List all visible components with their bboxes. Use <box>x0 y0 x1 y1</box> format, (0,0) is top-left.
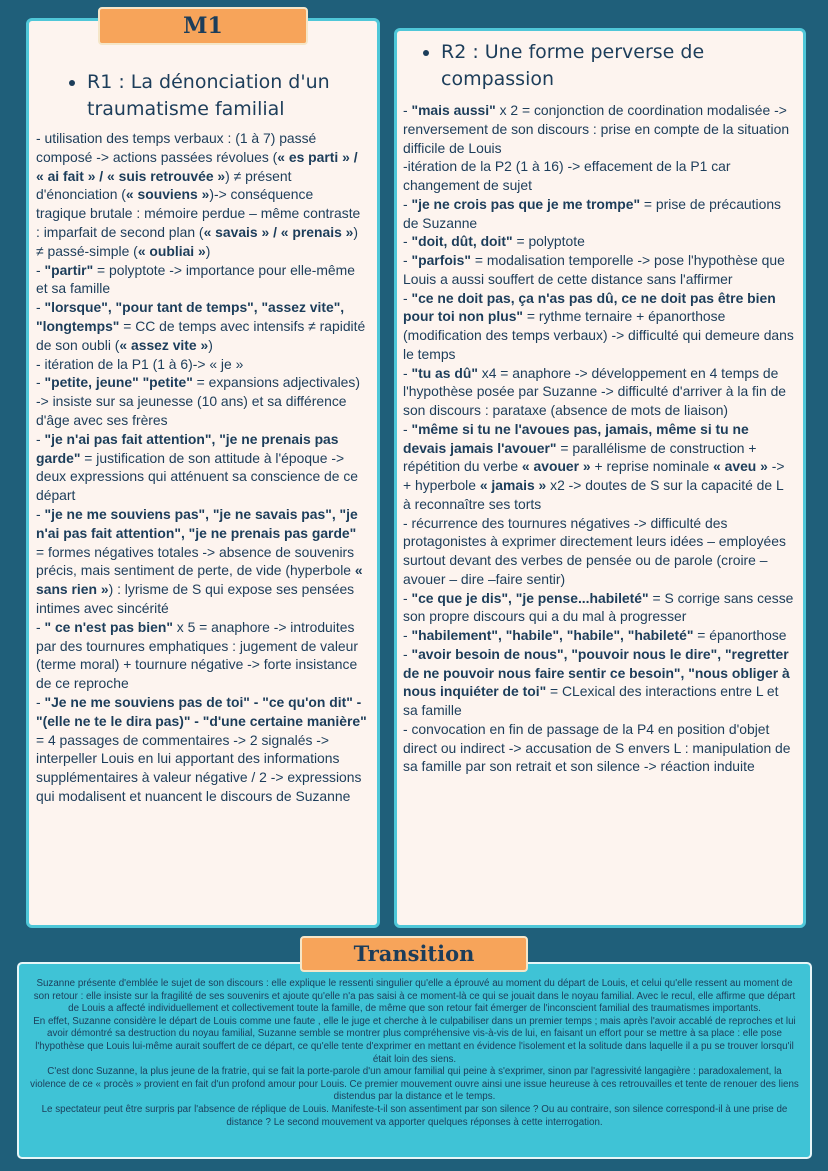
section-title-badge: M1 <box>98 7 308 45</box>
r2-heading: R2 : Une forme perverse de compassion <box>419 39 821 93</box>
transition-paragraph: En effet, Suzanne considère le départ de Louis comme une faute , elle le juge et cherche à le culpabiliser dans un premier temps ; mais après l'avoir accablé de reproches et lui avoir démontré sa destruction du noyau familial, Suzanne semble se montrer plus compréhensive vis-à-vis de lui, en faisant un effort pour se mettre à sa place : elle pose l'hypothèse que Louis lui-même aurait souffert de ce départ, ce qu'elle tente d'exprimer en mettant en évidence l'isolement et la solitude dans laquelle il a pu se trouver lorsqu'il était loin des siens. <box>33 1015 796 1065</box>
r2-body <box>403 39 794 776</box>
r1-panel <box>26 18 380 928</box>
r2-line: - "je ne crois pas que je me trompe" = prise de précautions de Suzanne <box>403 195 781 231</box>
r2-panel <box>394 28 806 928</box>
r2-line: - convocation en fin de passage de la P4 en position d'objet direct ou indirect -> accusation de S envers L : manipulation de sa famille par son retrait et son silence -> réaction induite <box>403 720 791 775</box>
r1-line: - "lorsque", "pour tant de temps", "assez vite", "longtemps" = CC de temps avec intensifs ≠ rapidité de son oubli (« assez vite ») <box>36 299 366 353</box>
r2-line: - "ce que je dis", "je pense...habileté" = S corrige sans cesse son propre discours qui a du mal à progresser <box>403 589 794 625</box>
r2-line: - "parfois" = modalisation temporelle -> pose l'hypothèse que Louis a aussi souffert de cette distance sans l'affirmer <box>403 252 785 287</box>
r1-body <box>36 129 367 806</box>
r1-line: - "petite, jeune" "petite" = expansions adjectivales) -> insiste sur sa jeunesse (10 ans) et sa différence d'âge avec ses frères <box>36 374 360 428</box>
r2-line: - "avoir besoin de nous", "pouvoir nous le dire", "regretter de ne pouvoir nous faire sentir ce besoin", "nous obliger à nous inquiéter de toi" = CLexical des interactions entre L et sa famille <box>403 645 790 718</box>
r2-line: - "même si tu ne l'avoues pas, jamais, même si tu ne devais jamais l'avouer" = parallélisme de construction + répétition du verbe « avouer » + reprise nominale « aveu » -> + hyperbole « jamais » x2 -> doutes de S sur la capacité de L à reconnaître ses torts <box>403 420 785 512</box>
r2-line: - récurrence des tournures négatives -> difficulté des protagonistes à exprimer directement leurs idées – employées surtout devant des verbes de pensée ou de parole (croire – avouer – dire –faire sentir) <box>403 514 786 587</box>
r1-line: - " ce n'est pas bien" x 5 = anaphore -> introduites par des tournures emphatiques : jugement de valeur (terme moral) + tournure négative -> forte insistance de ce reproche <box>36 618 358 692</box>
r1-heading: R1 : La dénonciation d'un traumatisme familial <box>65 69 387 123</box>
r1-line: - "Je ne me souviens pas de toi" - "ce qu'on dit" - "(elle ne te le dira pas)" - "d'une certaine manière" = 4 passages de commentaires -> 2 signalés -> interpeller Louis en lui apportant des informations supplémentaires à valeur négative / 2 -> expressions qui modalisent et nuancent le discours de Suzanne <box>36 693 367 804</box>
r1-line: - "je n'ai pas fait attention", "je ne prenais pas garde" = justification de son attitude à l'époque -> deux expressions qui atténuent sa conscience de ce départ <box>36 430 359 504</box>
r1-line: - itération de la P1 (1 à 6)-> « je » <box>36 355 244 372</box>
r1-line: - "je ne me souviens pas", "je ne savais pas", "je n'ai pas fait attention", "je ne prenais pas garde" = formes négatives totales -> absence de souvenirs précis, mais sentiment de perte, de vide (hyperbole « sans rien ») : lyrisme de S qui expose ses pensées intimes avec sincérité <box>36 505 363 616</box>
transition-box <box>17 962 812 1159</box>
r2-line: - "ce ne doit pas, ça n'as pas dû, ce ne doit pas être bien pour toi non plus" = rythme ternaire + épanorthose (modification des temps verbaux) -> difficulté qui demeure dans le temps <box>403 289 794 362</box>
r1-line: - utilisation des temps verbaux : (1 à 7) passé composé -> actions passées révolues (« es parti » / « ai fait » / « suis retrouvée ») ≠ présent d'énonciation (« souviens »)-> conséquence tragique brutale : mémoire perdue – même contraste : imparfait de second plan (« savais » / « prenais ») ≠ passé-simple (« oubliai ») <box>36 130 361 259</box>
transition-paragraph: C'est donc Suzanne, la plus jeune de la fratrie, qui se fait la porte-parole d'un amour familial qui peine à s'exprimer, sinon par l'agressivité langagière : paradoxalement, la violence de ce « procès » provient en fait d'un profond amour pour Louis. Ce premier mouvement ouvre ainsi une issue heureuse à ces retrouvailles et tente de renouer des liens distendus par la distance et le temps. <box>30 1066 799 1103</box>
r2-line: - "mais aussi" x 2 = conjonction de coordination modalisée -> renversement de son discours : prise en compte de la situation difficile de Louis <box>403 102 790 156</box>
r1-line: - "partir" = polyptote -> importance pour elle-même et sa famille <box>36 261 355 297</box>
transition-paragraph: Suzanne présente d'emblée le sujet de son discours : elle explique le ressenti singulier qu'elle a éprouvé au moment du départ de Louis, et celui qu'elle ressent au moment de son retour : elle insiste sur la fragilité de ses souvenirs et ajoute qu'elle n'a pas saisi à ce moment-là ce qui se jouait dans le noyau familial. Avec le recul, elle affirme que départ de Louis a affecté individuellement et collectivement toute la famille, de même que son retour fait émerger de l'inconscient familial des traumatismes importants. <box>33 978 796 1015</box>
r2-line: - "habilement", "habile", "habile", "habileté" = épanorthose <box>403 627 787 643</box>
r2-line: - "doit, dût, doit" = polyptote <box>403 233 585 250</box>
transition-paragraph: Le spectateur peut être surpris par l'absence de réplique de Louis. Manifeste-t-il son assentiment par son silence ? Ou au contraire, son silence correspond-il à une prise de distance ? Le second mouvement va apporter quelques réponses à cette interrogation. <box>41 1103 788 1128</box>
r2-line: -itération de la P2 (1 à 16) -> effacement de la P1 car changement de sujet <box>403 158 731 193</box>
r2-line: - "tu as dû" x4 = anaphore -> développement en 4 temps de l'hypothèse posée par Suzanne -> difficulté d'arriver à la fin de son discours : parataxe (absence de mots de liaison) <box>403 364 787 418</box>
transition-title-badge: Transition <box>300 936 528 972</box>
